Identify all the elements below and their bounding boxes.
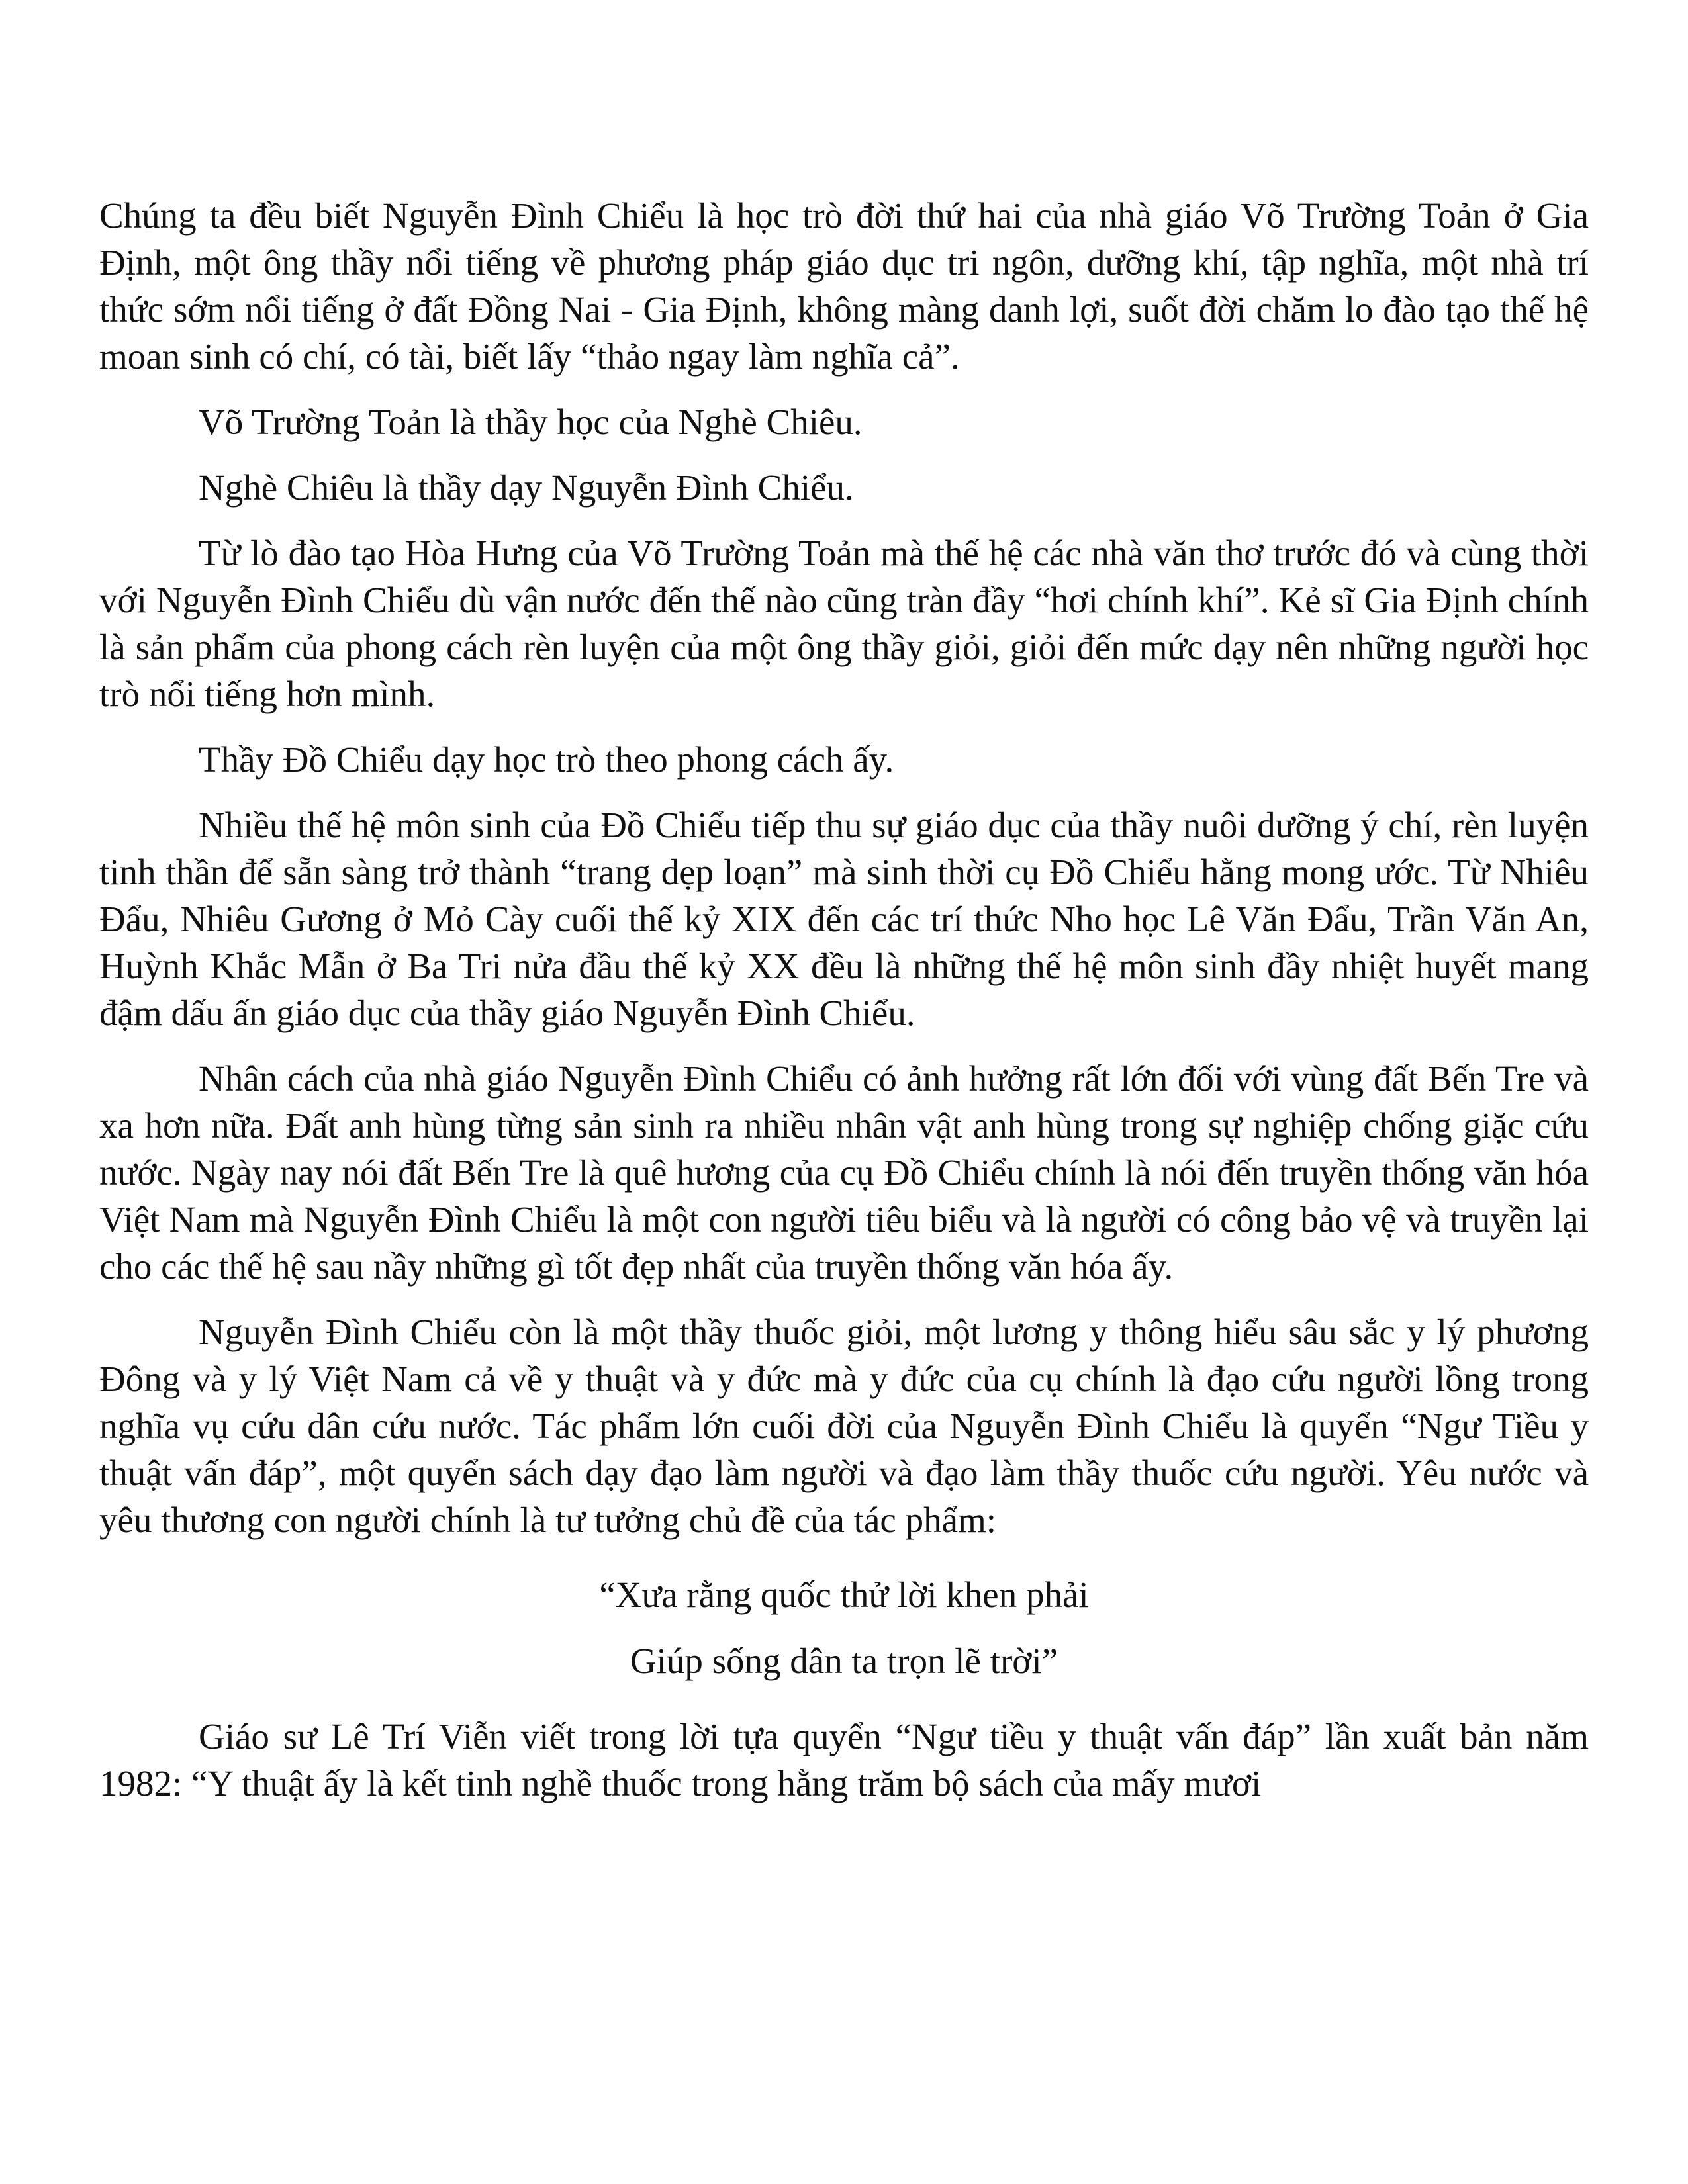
- paragraph-nhan-cach: Nhân cách của nhà giáo Nguyễn Đình Chiểu có ảnh hưởng rất lớn đối với vùng đất Bến Tre và xa hơn nữa. Đất anh hùng từng sản sinh ra nhiều nhân vật anh hùng trong sự nghiệp chống giặc cứu nước. Ngày nay nói đất Bến Tre là quê hương của cụ Đồ Chiểu chính là nói đến truyền thống văn hóa Việt Nam mà Nguyễn Đình Chiểu là một con người tiêu biểu và là người có công bảo vệ và truyền lại cho các thế hệ sau nầy những gì tốt đẹp nhất của truyền thống văn hóa ấy.: [99, 1058, 1589, 1287]
- paragraph-thay-thuoc: Nguyễn Đình Chiểu còn là một thầy thuốc giỏi, một lương y thông hiểu sâu sắc y lý phương Đông và y lý Việt Nam cả về y thuật và y đức mà y đức của cụ chính là đạo cứu người lồng trong nghĩa vụ cứu dân cứu nước. Tác phẩm lớn cuối đời của Nguyễn Đình Chiểu là quyển “Ngư Tiều y thuật vấn đáp”, một quyển sách dạy đạo làm người và đạo làm thầy thuốc cứu người. Yêu nước và yêu thương con người chính là tư tưởng chủ đề của tác phẩm:: [99, 1312, 1589, 1540]
- paragraph-thay-do-chieu: Thầy Đồ Chiểu dạy học trò theo phong cách ấy.: [199, 739, 894, 780]
- paragraph-nghe-chieu: Nghè Chiêu là thầy dạy Nguyễn Đình Chiểu.: [199, 467, 854, 508]
- verse-quote: [99, 1562, 1589, 1694]
- verse-line: “Xưa rằng quốc thử lời khen phải: [599, 1574, 1089, 1615]
- paragraph-intro: Chúng ta đều biết Nguyễn Đình Chiểu là học trò đời thứ hai của nhà giáo Võ Trường Toản ở Gia Định, một ông thầy nổi tiếng về phương pháp giáo dục tri ngôn, dưỡng khí, tập nghĩa, một nhà trí thức sớm nổi tiếng ở đất Đồng Nai - Gia Định, không màng danh lợi, suốt đời chăm lo đào tạo thế hệ moan sinh có chí, có tài, biết lấy “thảo ngay làm nghĩa cả”.: [99, 195, 1589, 377]
- paragraph-vo-truong-toan: Võ Trường Toản là thầy học của Nghè Chiêu.: [199, 402, 863, 442]
- paragraph-closing: Giáo sư Lê Trí Viễn viết trong lời tựa quyển “Ngư tiều y thuật vấn đáp” lần xuất bản năm 1982: “Y thuật ấy là kết tinh nghề thuốc trong hằng trăm bộ sách của mấy mươi: [99, 1716, 1589, 1803]
- document-page: [99, 192, 1589, 1825]
- verse-line: Giúp sống dân ta trọn lẽ trời”: [630, 1641, 1058, 1681]
- paragraph-mon-sinh: Nhiều thế hệ môn sinh của Đồ Chiểu tiếp thu sự giáo dục của thầy nuôi dưỡng ý chí, rèn luyện tinh thần để sẵn sàng trở thành “trang dẹp loạn” mà sinh thời cụ Đồ Chiểu hằng mong ước. Từ Nhiêu Đẩu, Nhiêu Gương ở Mỏ Cày cuối thế kỷ XIX đến các trí thức Nho học Lê Văn Đẩu, Trần Văn An, Huỳnh Khắc Mẫn ở Ba Tri nửa đầu thế kỷ XX đều là những thế hệ môn sinh đầy nhiệt huyết mang đậm dấu ấn giáo dục của thầy giáo Nguyễn Đình Chiểu.: [99, 805, 1589, 1033]
- paragraph-hoa-hung: Từ lò đào tạo Hòa Hưng của Võ Trường Toản mà thế hệ các nhà văn thơ trước đó và cùng thời với Nguyễn Đình Chiểu dù vận nước đến thế nào cũng tràn đầy “hơi chính khí”. Kẻ sĩ Gia Định chính là sản phẩm của phong cách rèn luyện của một ông thầy giỏi, giỏi đến mức dạy nên những người học trò nổi tiếng hơn mình.: [99, 533, 1589, 714]
